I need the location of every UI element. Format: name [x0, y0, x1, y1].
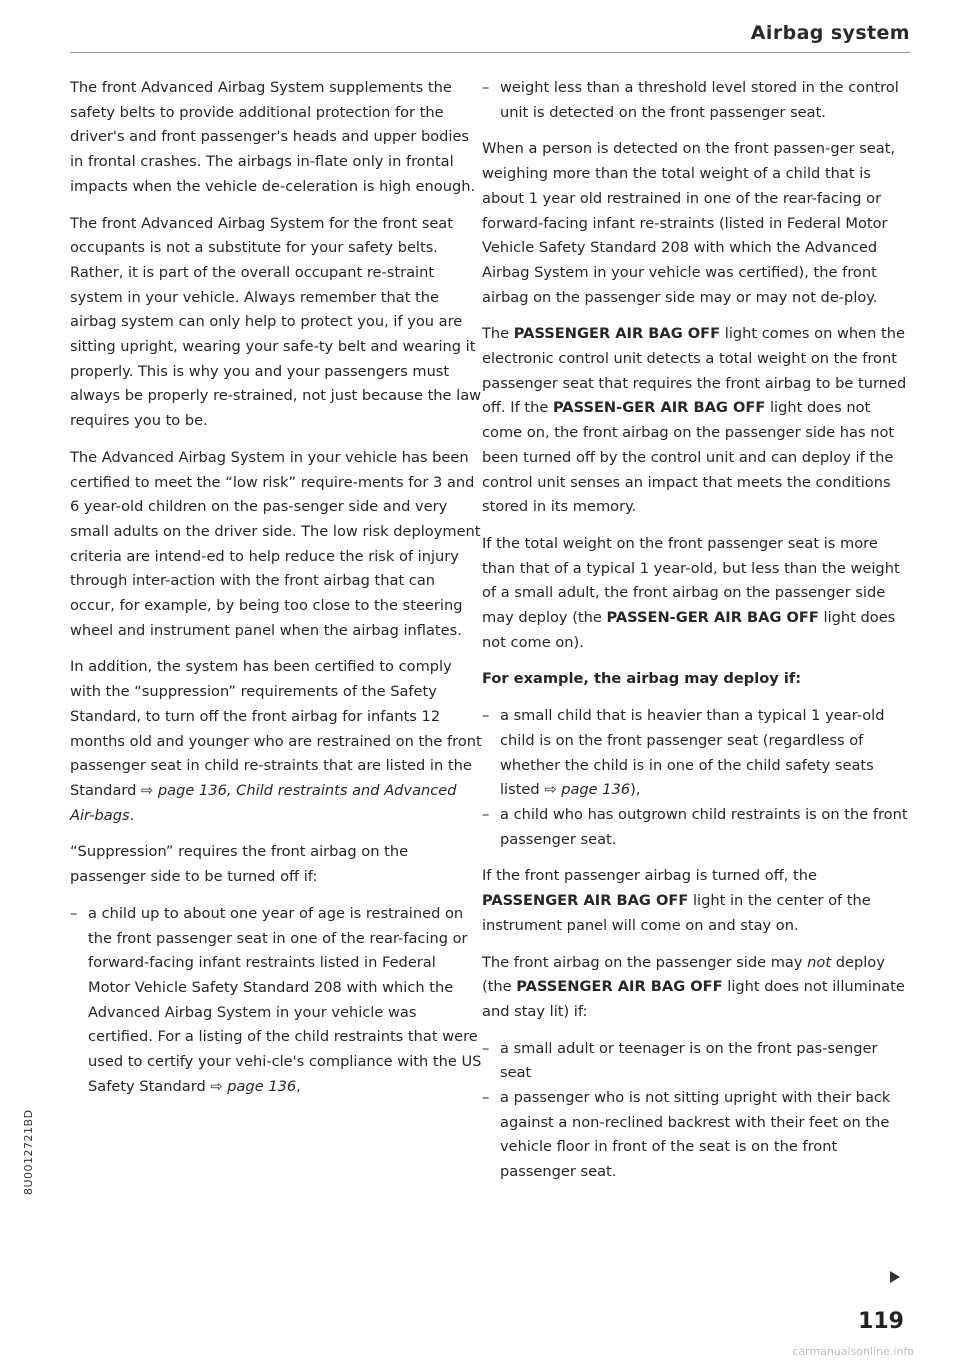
- paragraph: [482, 322, 910, 520]
- emphasis: not: [807, 953, 832, 971]
- punctuation: ),: [630, 781, 641, 799]
- paragraph: [482, 532, 910, 656]
- list-item: – weight less than a threshold level stored in the control unit is detected on the front passenger seat.: [482, 76, 910, 125]
- left-column: [70, 76, 482, 1111]
- text: If the total weight on the front passenger seat is more than that of a typical 1 year-old, but less than the weight of a small adult, the front airbag on the passenger side may deploy (the: [482, 534, 900, 627]
- document-code: 8U0012721BD: [22, 1109, 35, 1195]
- subheading: For example, the airbag may deploy if:: [482, 670, 802, 688]
- list-item-text: a small child that is heavier than a typical 1 year-old child is on the front passenger seat (regardless of whether the child is in one of the child safety seats listed: [500, 707, 885, 799]
- right-column: [482, 76, 910, 1197]
- paragraph: “Suppression” requires the front airbag on the passenger side to be turned off if:: [70, 843, 409, 886]
- paragraph: [482, 864, 910, 938]
- list-item: – a small adult or teenager is on the front pas-senger seat: [482, 1037, 910, 1086]
- text: The front airbag on the passenger side may: [482, 953, 808, 971]
- text: light does not illuminate and stay lit) if:: [482, 978, 905, 1020]
- cross-reference-link[interactable]: ⇨ page 136, Child restraints and Advanced Air-bags: [70, 781, 457, 824]
- indicator-name: PASSEN-GER AIR BAG OFF: [606, 609, 819, 627]
- paragraph: [482, 951, 910, 1025]
- suppression-list-continued: [482, 76, 910, 125]
- list-item: [482, 704, 910, 803]
- indicator-name: PASSENGER AIR BAG OFF: [513, 325, 721, 343]
- text: light in the center of the instrument panel will come on and stay on.: [482, 892, 871, 934]
- text: light does not come on).: [482, 609, 896, 651]
- indicator-name: PASSENGER AIR BAG OFF: [516, 978, 723, 996]
- list-item: – a child who has outgrown child restraints is on the front passenger seat.: [482, 803, 910, 852]
- suppression-list: [70, 902, 482, 1100]
- continue-arrow-icon: [890, 1271, 900, 1283]
- paragraph: The front Advanced Airbag System for the front seat occupants is not a substitute for your safety belts. Rather, it is part of the overall occupant re-straint system in your vehicle. Always remember that the airbag system can only help to protect you, if you are sitting upright, wearing your safe-ty belt and wearing it properly. This is why you and your passengers must always be properly re-strained, not just because the law requires you to be.: [70, 214, 482, 430]
- list-item: [70, 902, 482, 1100]
- watermark: carmanualsonline.info: [792, 1345, 914, 1358]
- paragraph: [70, 655, 482, 828]
- paragraph-text: In addition, the system has been certified to comply with the “suppression” requirements of the Safety Standard, to turn off the front airbag for infants 12 months old and younger who are restrained on the front passenger seat in child re-straints that are listed in the Standard: [70, 658, 482, 799]
- paragraph: When a person is detected on the front passen-ger seat, weighing more than the total weight of a child that is about 1 year old restrained in one of the rear-facing or forward-facing infant re-straints (listed in Federal Motor Vehicle Safety Standard 208 with which the Advanced Airbag System in your vehicle was certified), the front airbag on the passenger side may or may not de-ploy.: [482, 140, 896, 306]
- text: The: [482, 325, 514, 343]
- cross-reference-link[interactable]: ⇨ page 136: [544, 781, 631, 799]
- indicator-name: PASSEN-GER AIR BAG OFF: [552, 399, 766, 417]
- cross-reference-link[interactable]: ⇨ page 136: [210, 1077, 297, 1095]
- paragraph: The front Advanced Airbag System supplements the safety belts to provide additional protection for the driver's and front passenger's heads and upper bodies in frontal crashes. The airbags in-flate only in frontal impacts when the vehicle de-celeration is high enough.: [70, 79, 476, 195]
- section-title: Airbag system: [750, 22, 910, 44]
- punctuation: ,: [296, 1077, 301, 1095]
- text: deploy (the: [482, 953, 885, 996]
- text: If the front passenger airbag is turned off, the: [482, 867, 818, 885]
- indicator-name: PASSENGER AIR BAG OFF: [482, 892, 689, 910]
- header-rule: [70, 52, 910, 53]
- text: light comes on when the electronic control unit detects a total weight on the front passenger seat that requires the front airbag to be turned off. If the: [482, 325, 907, 417]
- list-item: – a passenger who is not sitting upright with their back against a non-reclined backrest with their feet on the vehicle floor in front of the seat is on the front passenger seat.: [482, 1086, 910, 1185]
- no-deploy-list: [482, 1037, 910, 1185]
- page-number: 119: [858, 1309, 904, 1334]
- paragraph: The Advanced Airbag System in your vehicle has been certified to meet the “low risk” require-ments for 3 and 6 year-old children on the pas-senger side and very small adults on the driver side. The low risk deployment criteria are intend-ed to help reduce the risk of injury through inter-action with the front airbag that can occur, for example, by being too close to the steering wheel and instrument panel when the airbag inflates.: [70, 448, 481, 639]
- list-item-text: a child up to about one year of age is restrained on the front passenger seat in one of the rear-facing or forward-facing infant restraints listed in Federal Motor Vehicle Safety Standard 208 with which the Advanced Airbag System in your vehicle was certified. For a listing of the child restraints that were used to certify your vehi-cle's compliance with the US Safety Standard: [88, 904, 482, 1095]
- deploy-examples-list: [482, 704, 910, 852]
- text: light does not come on, the front airbag on the passenger side has not been turned off by the control unit and can deploy if the control unit senses an impact that meets the conditions stored in its memory.: [482, 399, 895, 516]
- punctuation: .: [129, 806, 135, 824]
